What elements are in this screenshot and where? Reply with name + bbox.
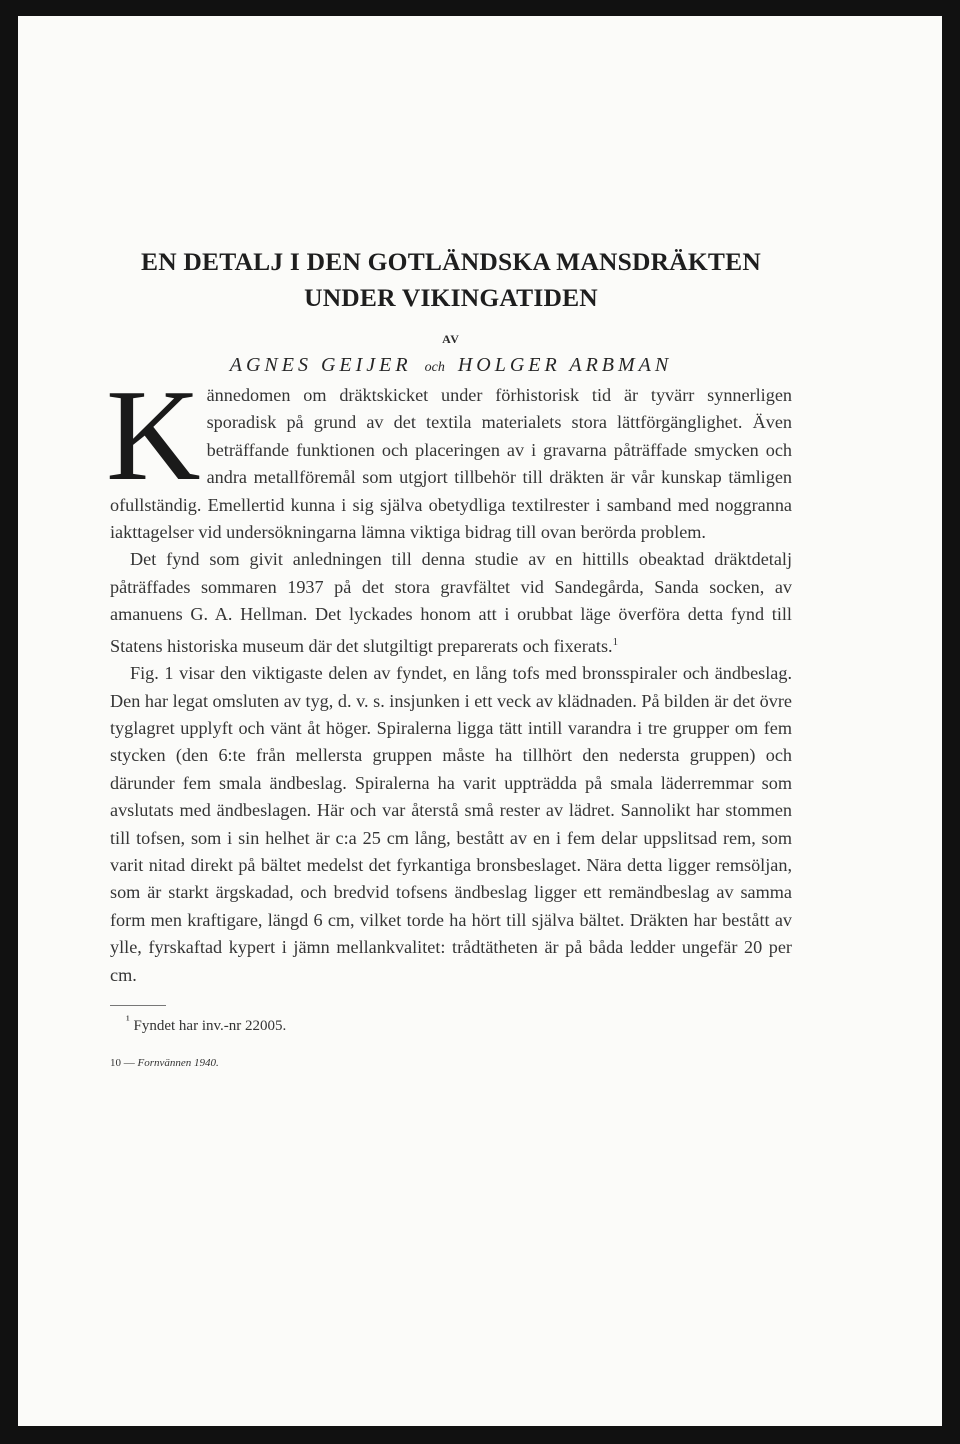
byline-prefix: AV	[442, 332, 460, 346]
footnote-divider	[110, 1005, 166, 1006]
page-footer	[110, 1056, 792, 1070]
paragraph-2	[110, 546, 792, 660]
article-title	[110, 244, 792, 316]
author-2: HOLGER ARBMAN	[457, 354, 673, 376]
author-conjunction: och	[424, 360, 445, 375]
footnote-text: Fyndet har inv.-nr 22005.	[133, 1018, 287, 1034]
page-number: 10	[110, 1057, 121, 1069]
footnote	[126, 1010, 792, 1036]
document-page	[18, 16, 942, 1426]
journal-name: Fornvännen 1940.	[137, 1057, 219, 1069]
paragraph-3	[110, 660, 792, 989]
footnote-marker: ¹	[126, 1013, 130, 1027]
author-1: AGNES GEIJER	[229, 354, 412, 376]
article	[106, 244, 792, 1070]
paragraph-3-text: Fig. 1 visar den viktigaste delen av fyndet, en lång tofs med bronsspiraler och ändbeslag. Den har legat omsluten av tyg, d. v. s. insjunken i ett veck av klädnaden. På bilden är det övre tyglagret upplyft och vänt åt höger. Spiralerna ligga tätt intill varandra i tre grupper om fem stycken (den 6:te från mellersta gruppen måste ha tillhört den nedersta gruppen) och därunder fem smala ändbeslag. Spiralerna ha varit uppträdda på smala läderremmar som avslutats med ändbeslagen. Här och var återstå små rester av lädret. Sannolikt har stommen till tofsen, som i sin helhet är c:a 25 cm lång, bestått av en i fem delar uppslitsad rem, som varit nitad direkt på bältet medelst det fyrkantiga bronsbeslaget. Nära detta ligger remsöljan, som är starkt ärgskadad, och bredvid tofsens ändbeslag ligger ett remändbeslag av samma form men kraftigare, längd 6 cm, vilket torde ha hört till själva bältet. Dräkten har bestått av ylle, fyrskaftad kypert i jämn mellankvalitet: trådtätheten är på båda ledder ungefär 20 per cm.	[110, 663, 792, 985]
footer-separator: —	[123, 1057, 135, 1069]
authors	[110, 351, 792, 382]
paragraph-2-text: Det fynd som givit anledningen till denna studie av en hittills obeaktad dräktdetalj påträffades sommaren 1937 på det stora gravfältet vid Sandegårda, Sanda socken, av amanuens G. A. Hellman. Det lyckades honom att i orubbat läge överföra detta fynd till Statens historiska museum där det slutgiltigt preparerats och fixerats.	[110, 549, 792, 656]
paragraph-1-text: ännedomen om dräktskicket under förhistorisk tid är tyvärr synnerligen sporadisk på grund av det textila materialets stora lättförgänglighet. Även beträffande funktionen och placeringen av i gravarna påträffade smycken och andra metallföremål som utgjort tillbehör till dräkten är vår kunskap tämligen ofullständig. Emellertid kunna i sig själva obetydliga textilrester i samband med noggranna iakttagelser vid undersökningarna lämna viktiga bidrag till ovan berörda problem.	[110, 385, 792, 543]
title-line-2: UNDER VIKINGATIDEN	[304, 283, 598, 312]
footnote-reference: 1	[612, 635, 619, 648]
drop-cap: K	[106, 363, 201, 508]
title-line-1: EN DETALJ I DEN GOTLÄNDSKA MANSDRÄKTEN	[141, 247, 761, 276]
